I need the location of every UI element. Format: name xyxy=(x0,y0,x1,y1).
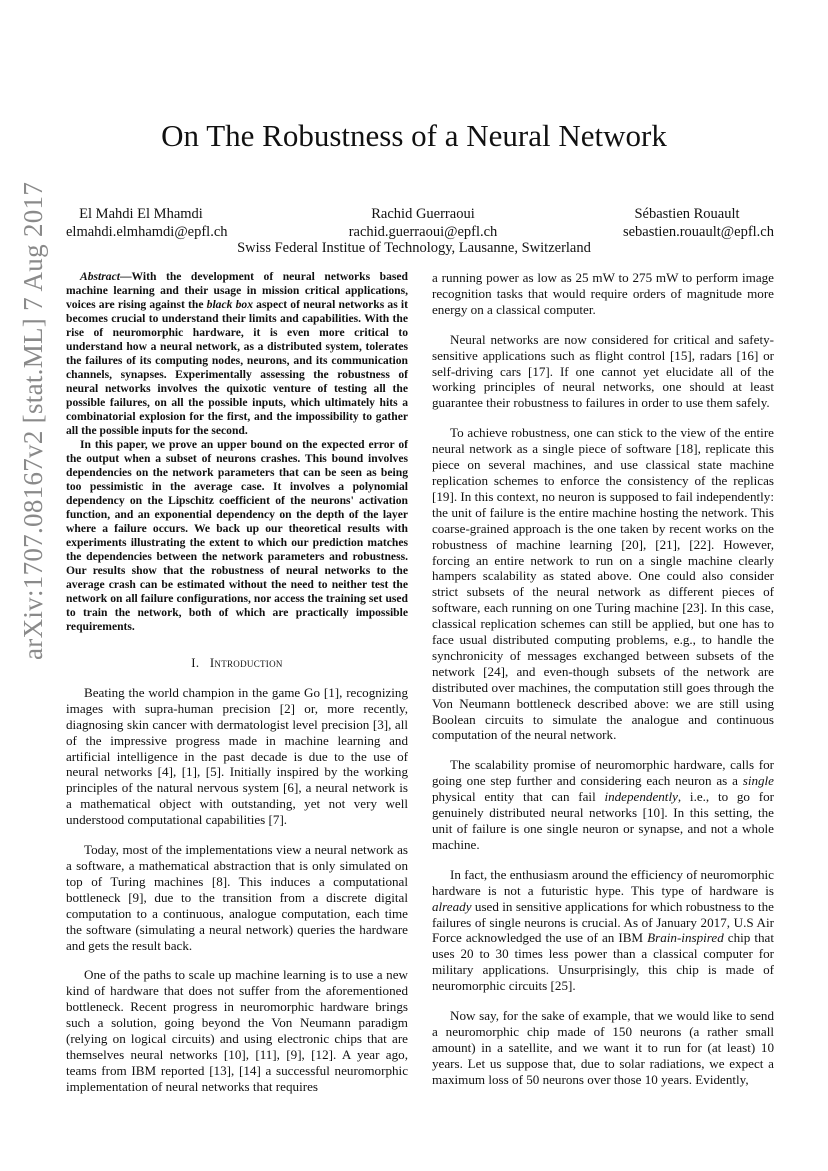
emphasis: Brain-inspired xyxy=(647,930,724,946)
emphasis: single xyxy=(742,773,774,789)
abstract-paragraph xyxy=(66,270,408,438)
body-paragraph: Now say, for the sake of example, that we would like to send a neuromorphic chip made of 150 neurons (a rather small amount) in a satellite, and we want it to run for (at least) 10 years. Let us suppose that, due to solar radiations, we expect a maximum loss of 50 neurons over those 10 years. Evidently, xyxy=(432,1008,774,1087)
author-name: Sébastien Rouault xyxy=(634,206,740,222)
emphasis: independently xyxy=(604,789,678,805)
affiliation: Swiss Federal Institue of Technology, Lausanne, Switzerland xyxy=(237,240,591,256)
body-paragraph xyxy=(432,867,774,994)
right-column xyxy=(432,270,774,1102)
body-paragraph: a running power as low as 25 mW to 275 mW to perform image recognition tasks that would require orders of magnitude more energy on a classical computer. xyxy=(432,270,774,317)
text-run: In fact, the enthusiasm around the efficiency of neuromorphic hardware is not a futuristic hype. This type of hardware is xyxy=(432,866,774,898)
text-run: The scalability promise of neuromorphic hardware, calls for going one step further and considering each neuron as a xyxy=(432,757,774,789)
abstract-label: Abstract xyxy=(80,270,120,283)
author-name: El Mahdi El Mhamdi xyxy=(79,206,203,222)
body-paragraph: To achieve robustness, one can stick to the view of the entire neural network as a single piece of software [18], replicate this piece on several machines, and use classical state machine replication schemes to enforce the consistency of the replicas [19]. In this context, no neuron is supposed to fail independently: the unit of failure is the entire machine hosting the network. This coarse-grained approach is the one taken by recent works on the robustness of machine learning [20], [21], [22]. However, forcing an entire network to run on a single machine clearly hampers scalability as stated above. One could also consider strict subsets of the neural network as different pieces of software, each running on one Turing machine [23]. In this case, classical replication schemes can still be applied, but one has to face usual distributed computing problems, e.g., to handle the synchronicity of messages exchanged between subsets of the network [24], and even-though subsets of the network are distributed over machines, the computation still goes through the Von Neumann bottleneck described above: we are still using Boolean circuits to simulate the analogue and continuous computation of the neural network. xyxy=(432,425,774,743)
section-title: Introduction xyxy=(209,656,283,670)
author-email: rachid.guerraoui@epfl.ch xyxy=(348,224,498,240)
abstract-text: aspect of neural networks as it becomes crucial to understand their limits and capabilities. With the rise of neuromorphic hardware, it is even more critical to understand how a neural network, as a distributed system, tolerates the failures of its computing nodes, neurons, and its communication channels, synapses. Experimentally assessing the robustness of neural networks involves the quixotic venture of testing all the possible failures, on all the possible inputs, which ultimately hits a combinatorial explosion for the first, and the impossibility to gather all the possible inputs for the second. xyxy=(66,298,408,437)
left-column xyxy=(66,270,408,1109)
author-block-1 xyxy=(66,205,228,241)
body-paragraph: One of the paths to scale up machine learning is to use a new kind of hardware that does not suffer from the aforementioned bottleneck. Recent progress in neuromorphic hardware brings such a solution, going beyond the Von Neumann paradigm (relying on logical circuits) and using electronic chips that are themselves neural networks [10], [11], [9], [12]. A year ago, teams from IBM reported [13], [14] a successful neuromorphic implementation of neural networks that requires xyxy=(66,967,408,1094)
text-run: used in sensitive applications for which robustness to the failures of single neurons is crucial. As of January 2017, U.S Air Force acknowledged the use of an IBM xyxy=(432,898,774,946)
paper-title: On The Robustness of a Neural Network xyxy=(161,118,667,153)
body-paragraph: Today, most of the implementations view a neural network as a software, a mathematical abstraction that is only simulated on top of Turing machines [8]. This induces a computational bottleneck [9], due to the transition from a discrete digital computation to a continuous, analogue computation, each time the software (simulating a neural network) queries the hardware and gets the result back. xyxy=(66,842,408,953)
author-block-2 xyxy=(323,205,523,241)
author-name: Rachid Guerraoui xyxy=(371,206,475,222)
body-paragraph: Beating the world champion in the game Go [1], recognizing images with supra-human precision [2] or, more recently, diagnosing skin cancer with dermatologist level precision [3], all of the impressive progress made in machine learning and artificial intelligence in the past decade is due to the use of neural networks [4], [1], [5]. Initially inspired by the working principles of the natural nervous system [6], a neural network is a mathematical object with outstanding, yet not very well understood computational capabilities [7]. xyxy=(66,684,408,828)
emphasis: already xyxy=(432,898,472,914)
abstract-text: —With the development of neural networks based machine learning and their usage in mission critical applications, voices are rising against the xyxy=(66,270,408,311)
body-paragraph xyxy=(432,757,774,852)
abstract-emphasis: black box xyxy=(206,298,253,311)
author-block-3 xyxy=(582,205,774,241)
section-heading xyxy=(66,656,408,672)
section-number: I. xyxy=(191,656,200,670)
abstract-paragraph-2: In this paper, we prove an upper bound on the expected error of the output when a subset of neurons crashes. This bound involves dependencies on the network parameters that can be seen as being too pessimistic in the average case. It involves a polynomial dependency on the Lipschitz coefficient of the neurons' activation function, and an exponential dependency on the depth of the layer where a failure occurs. We back up our theoretical results with experiments illustrating the extent to which our prediction matches the dependencies between the network parameters and robustness. Our results show that the robustness of neural networks to the average crash can be estimated without the need to neither test the network on all failure configurations, nor access the training set used to train the network, both of which are practically impossible requirements. xyxy=(66,438,408,633)
arxiv-stamp: arXiv:1707.08167v2 [stat.ML] 7 Aug 2017 xyxy=(18,181,48,660)
body-paragraph: Neural networks are now considered for critical and safety-sensitive applications such as flight control [15], radars [16] or self-driving cars [17]. If one cannot yet elucidate all of the working principles of neural networks, one should at least guarantee their robustness to failures in order to use them safely. xyxy=(432,331,774,411)
author-email: elmahdi.elmhamdi@epfl.ch xyxy=(66,224,228,240)
author-email: sebastien.rouault@epfl.ch xyxy=(622,224,774,240)
text-run: physical entity that can fail xyxy=(432,789,605,805)
text-run: , i.e., to go for genuinely distributed neural networks [10]. In this setting, the unit of failure is one single neuron or synapse, and not a whole machine. xyxy=(432,789,774,852)
text-run: chip that uses 20 to 30 times less power than a classical computer for military applications. Unsurprisingly, this chip is made of neuromorphic circuits [25]. xyxy=(432,930,774,994)
